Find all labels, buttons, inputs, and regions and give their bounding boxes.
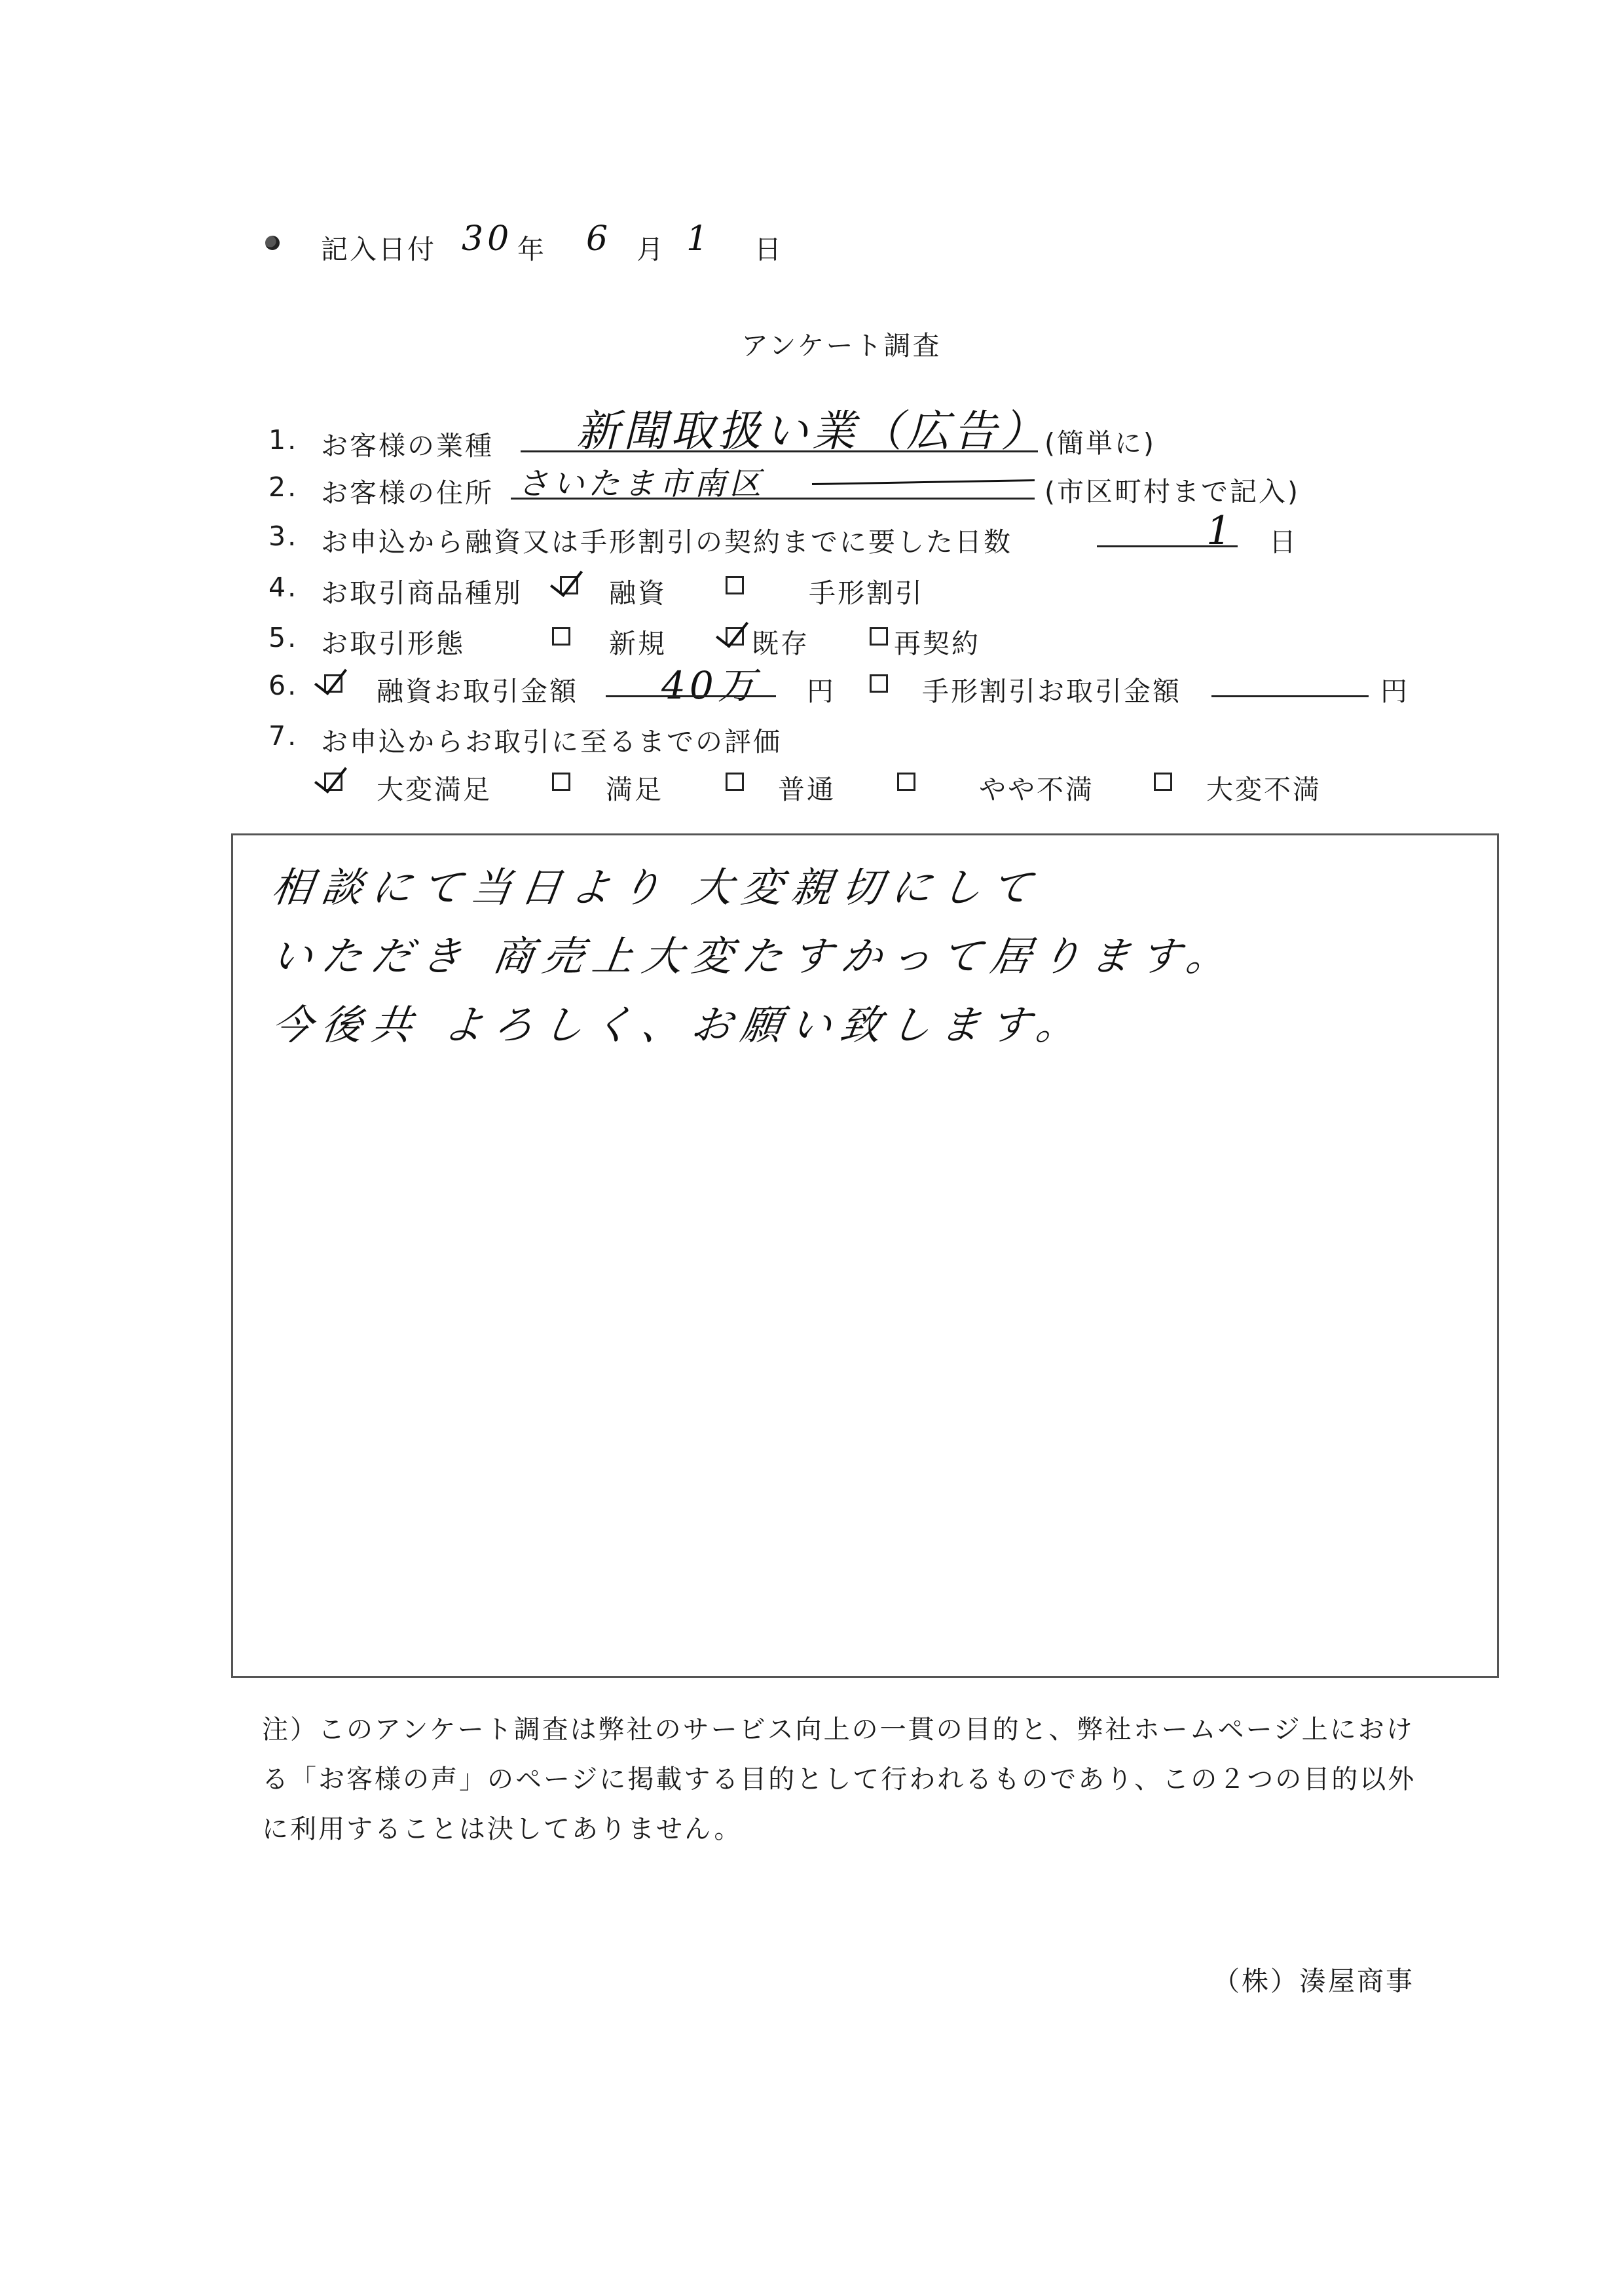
- q6-loan-underline: [606, 695, 776, 697]
- q7-label: お申込からお取引に至るまでの評価: [321, 726, 782, 757]
- q2-hint: (市区町村まで記入): [1044, 476, 1300, 507]
- q2-underline: [511, 498, 1035, 500]
- date-day-value: 1: [686, 219, 712, 259]
- q3-number: 3.: [268, 520, 299, 552]
- q3-answer: 1: [1206, 508, 1236, 554]
- q7-very-satisfied-checkbox[interactable]: [324, 773, 342, 791]
- q6-bill-checkbox[interactable]: [870, 674, 888, 693]
- q6-number: 6.: [268, 670, 299, 701]
- q4-loan-checkbox[interactable]: [560, 576, 578, 594]
- q2-strikeout: [812, 479, 1035, 485]
- page-title: アンケート調査: [741, 330, 942, 361]
- q5-renewal-label: 再契約: [894, 628, 980, 659]
- date-day-unit: 日: [754, 234, 783, 265]
- company-name: （株）湊屋商事: [1213, 1965, 1414, 1997]
- comment-line: 相談にて当日より 大変親切にして: [268, 864, 1044, 911]
- comment-line: 今後共 よろしく、お願い致します。: [268, 1001, 1090, 1049]
- q5-number: 5.: [268, 622, 299, 653]
- q6-loan-unit: 円: [807, 676, 836, 707]
- q7-somewhat-dissatisfied-checkbox[interactable]: [897, 773, 915, 791]
- q4-number: 4.: [268, 572, 299, 603]
- note-line: る「お客様の声」のページに掲載する目的として行われるものであり、この２つの目的以外: [262, 1764, 1416, 1795]
- q4-bill-label: 手形割引: [809, 577, 924, 609]
- date-label: 記入日付: [321, 234, 436, 265]
- date-year-value: 30: [462, 219, 513, 259]
- q3-underline: [1097, 545, 1238, 547]
- q7-number: 7.: [268, 720, 299, 752]
- q6-bill-label: 手形割引お取引金額: [922, 676, 1181, 707]
- q2-answer: さいたま市南区: [517, 465, 766, 502]
- q2-number: 2.: [268, 471, 299, 503]
- q7-somewhat-dissatisfied-label: やや不満: [979, 774, 1094, 805]
- q6-loan-amount: 40万: [661, 663, 760, 708]
- q5-existing-label: 既存: [752, 628, 809, 659]
- note-line: に利用することは決してありません。: [262, 1814, 743, 1844]
- q4-bill-checkbox[interactable]: [726, 576, 744, 594]
- date-month-value: 6: [586, 219, 612, 259]
- q7-neutral-label: 普通: [778, 774, 836, 805]
- q1-hint: (簡単に): [1044, 428, 1156, 459]
- q1-answer: 新聞取扱い業（広告）: [576, 406, 1048, 456]
- q5-label: お取引形態: [321, 628, 465, 659]
- q2-label: お客様の住所: [321, 477, 494, 509]
- q7-satisfied-checkbox[interactable]: [552, 773, 570, 791]
- q1-underline: [521, 450, 1038, 452]
- q6-bill-unit: 円: [1380, 676, 1409, 707]
- q3-unit: 日: [1269, 526, 1298, 558]
- q7-very-satisfied-label: 大変満足: [377, 774, 492, 805]
- punch-hole-icon: [265, 236, 280, 250]
- q4-label: お取引商品種別: [321, 577, 523, 609]
- q1-label: お客様の業種: [321, 430, 494, 462]
- q7-very-dissatisfied-label: 大変不満: [1206, 774, 1321, 805]
- q5-new-checkbox[interactable]: [552, 627, 570, 646]
- comment-line: いただき 商売上大変たすかって居ります。: [268, 932, 1240, 980]
- q7-neutral-checkbox[interactable]: [726, 773, 744, 791]
- comment-box[interactable]: [231, 833, 1499, 1678]
- date-year-unit: 年: [517, 234, 546, 265]
- q7-satisfied-label: 満足: [606, 774, 663, 805]
- q6-loan-checkbox[interactable]: [324, 674, 342, 693]
- q3-label: お申込から融資又は手形割引の契約までに要した日数: [321, 526, 1012, 558]
- q5-new-label: 新規: [609, 628, 667, 659]
- q5-existing-checkbox[interactable]: [726, 627, 744, 646]
- note-line: 注）このアンケート調査は弊社のサービス向上の一貫の目的と、弊社ホームページ上におけ: [262, 1715, 1414, 1745]
- q6-loan-label: 融資お取引金額: [377, 676, 578, 707]
- q5-renewal-checkbox[interactable]: [870, 627, 888, 646]
- q4-loan-label: 融資: [609, 577, 667, 609]
- q1-number: 1.: [268, 424, 299, 456]
- q7-very-dissatisfied-checkbox[interactable]: [1154, 773, 1172, 791]
- q6-bill-underline: [1211, 695, 1369, 697]
- date-month-unit: 月: [637, 234, 665, 265]
